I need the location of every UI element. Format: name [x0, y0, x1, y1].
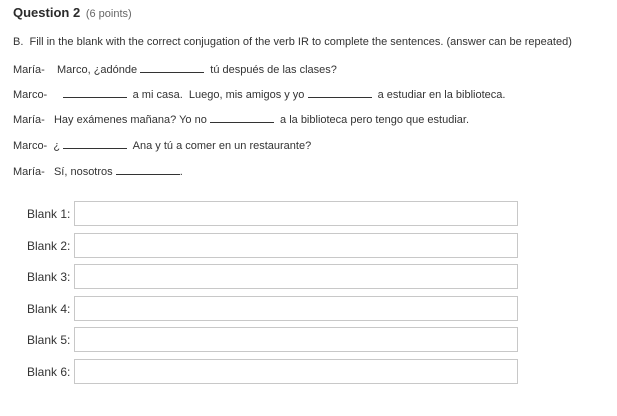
dialogue-text: Hay exámenes mañana? Yo no: [53, 114, 210, 126]
blank-6-input[interactable]: [74, 359, 518, 384]
blank-row-1: [27, 201, 519, 227]
blank-row-5: [27, 327, 519, 353]
blank-5-label: Blank 5:: [27, 333, 71, 347]
blank-4-input[interactable]: [74, 296, 518, 321]
dialogue-text: ¿: [53, 140, 64, 152]
dialogue-text: a la biblioteca pero tengo que estudiar.: [276, 114, 469, 126]
blank-2-label: Blank 2:: [27, 239, 71, 253]
question-title: [13, 5, 132, 20]
blank-row-2: [27, 233, 519, 259]
dialogue-text: Ana y tú a comer en un restaurante?: [130, 140, 312, 152]
speaker: María-: [13, 166, 45, 178]
dialogue-line: [13, 163, 183, 179]
dialogue-line: [13, 86, 505, 102]
sentence-blank: [210, 111, 274, 123]
blank-3-label: Blank 3:: [27, 270, 71, 284]
blank-row-4: [27, 296, 519, 322]
blank-3-input[interactable]: [74, 264, 518, 289]
sentence-blank: [140, 61, 204, 73]
blank-2-input[interactable]: [74, 233, 518, 258]
speaker: María-: [13, 114, 45, 126]
dialogue-text: Marco, ¿adónde: [57, 64, 141, 76]
speaker: Marco-: [13, 140, 48, 152]
dialogue-line: [13, 111, 469, 127]
sentence-blank: [116, 163, 180, 175]
dialogue-text: .: [179, 166, 183, 178]
question-number: Question 2: [13, 5, 81, 20]
sentence-blank: [63, 86, 127, 98]
blank-5-input[interactable]: [74, 327, 518, 352]
blank-4-label: Blank 4:: [27, 302, 71, 316]
blank-row-6: [27, 359, 519, 385]
blank-6-label: Blank 6:: [27, 365, 71, 379]
sentence-blank: [63, 137, 127, 149]
speaker: Marco-: [13, 89, 48, 101]
blank-1-label: Blank 1:: [27, 207, 71, 221]
dialogue-text: tú después de las clases?: [207, 64, 337, 76]
speaker: María-: [13, 64, 45, 76]
sentence-blank: [308, 86, 372, 98]
instructions: B. Fill in the blank with the correct conjugation of the verb IR to complete the sentences. (answer can be repeated): [13, 36, 572, 48]
dialogue-line: [13, 137, 311, 153]
dialogue-line: [13, 61, 337, 77]
dialogue-text: a mi casa. Luego, mis amigos y yo: [129, 89, 308, 101]
blank-row-3: [27, 264, 519, 290]
question-points: (6 points): [85, 8, 132, 20]
dialogue-text: Sí, nosotros: [53, 166, 116, 178]
blank-1-input[interactable]: [74, 201, 518, 226]
dialogue-text: a estudiar en la biblioteca.: [374, 89, 506, 101]
